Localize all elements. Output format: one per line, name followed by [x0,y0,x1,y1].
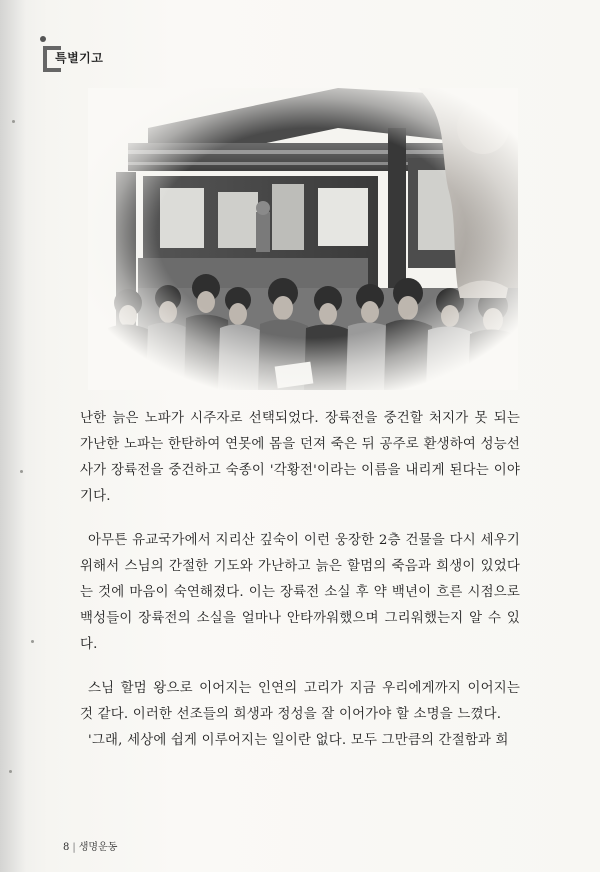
paragraph: 난한 늙은 노파가 시주자로 선택되었다. 장륙전을 중건할 처지가 못 되는 가난한 노파는 한탄하여 연못에 몸을 던져 죽은 뒤 공주로 환생하여 성능선사가 장륙전을 중건하고 숙종이 '각황전'이라는 이름을 내리게 된다는 이야기다. [80,411,520,504]
photo-group-at-temple-icon [88,88,518,390]
paragraph: 아무튼 유교국가에서 지리산 깊숙이 이런 웅장한 2층 건물을 다시 세우기 위해서 스님의 간절한 기도와 가난하고 늙은 할멈의 죽음과 희생이 있었다는 것에 마음이 숙연해졌다. 이는 장륙전 소실 후 약 백년이 흐른 시점으로 백성들이 장륙전의 소실을 얼마나 안타까워했으며 그리워했는지 알 수 있다. [80,533,520,652]
page-number: 8 [63,842,70,853]
page-footer [63,838,117,853]
footer-separator: | [72,842,76,853]
paper-speck [9,770,12,773]
paper-speck [31,640,34,643]
section-title: 특별기고 [55,51,104,65]
paper-speck [12,120,15,123]
page-edge-shadow [0,0,26,872]
paper-speck [20,470,23,473]
paragraph: '그래, 세상에 쉽게 이루어지는 일이란 없다. 모두 그만큼의 간절함과 희 [88,733,509,748]
paragraph: 스님 할멈 왕으로 이어지는 인연의 고리가 지금 우리에게까지 이어지는 것 같다. 이러한 선조들의 희생과 정성을 잘 이어가야 할 소명을 느꼈다. [80,681,520,722]
article-body [80,406,520,772]
temple-group-photo [88,88,518,390]
publication-name: 생명운동 [78,842,118,853]
